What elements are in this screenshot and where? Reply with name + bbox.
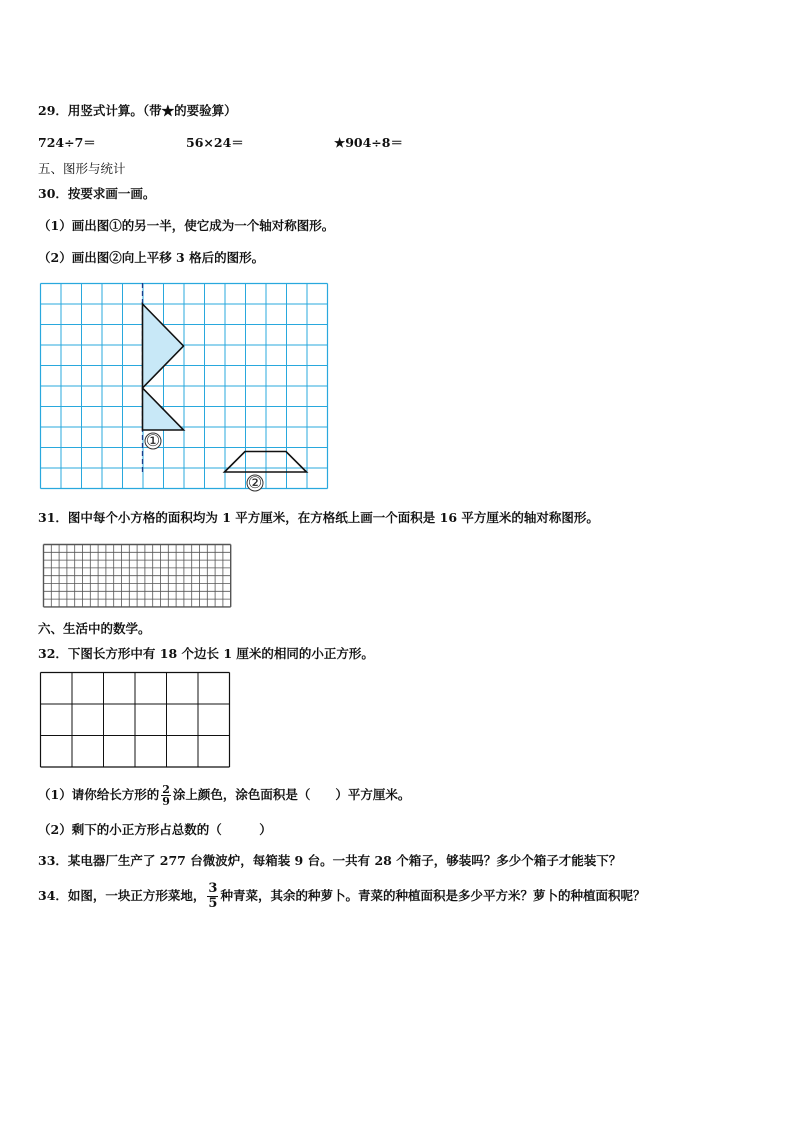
fraction-denominator: 5 <box>208 896 218 911</box>
fraction-numerator: 2 <box>162 783 170 796</box>
q32-part-1-post: 涂上颜色，涂色面积是（ ）平方厘米。 <box>172 787 411 802</box>
q29-title: 29．用竖式计算。（带★的要验算） <box>38 103 237 118</box>
fraction-3-5 <box>207 882 218 911</box>
q32-rectangle <box>40 672 232 768</box>
q29-expr-2: 56×24＝ <box>186 135 244 150</box>
q32-part-2: （2）剩下的小正方形占总数的（ ） <box>38 822 272 837</box>
label-2: ② <box>247 473 263 492</box>
q30-grid-figure <box>40 283 327 493</box>
q32-title: 32．下图长方形中有 18 个边长 1 厘米的相同的小正方形。 <box>38 646 374 661</box>
q34-text <box>38 882 645 911</box>
q30-part-2: （2）画出图②向上平移 3 格后的图形。 <box>38 250 265 265</box>
q32-part-1-pre: （1）请你给长方形的 <box>38 787 160 802</box>
q34-pre: 34．如图，一块正方形菜地， <box>38 888 206 903</box>
section-5-title: 五、图形与统计 <box>38 161 126 176</box>
q30-grid-lines <box>41 284 328 489</box>
fraction-denominator: 9 <box>162 795 170 808</box>
q32-grid-lines <box>41 673 230 768</box>
q33-title: 33．某电器厂生产了 277 台微波炉，每箱装 9 台。一共有 28 个箱子，够装吗？多少个箱子才能装下？ <box>38 853 622 868</box>
q31-grid-lines <box>44 545 231 607</box>
q29-expr-3: ★904÷8＝ <box>334 135 403 150</box>
section-6-title: 六、生活中的数学。 <box>38 621 151 636</box>
q31-title: 31．图中每个小方格的面积均为 1 平方厘米，在方格纸上画一个面积是 16 平方厘米的轴对称图形。 <box>38 510 599 525</box>
label-1: ① <box>145 431 161 450</box>
q29-expr-1: 724÷7＝ <box>38 135 96 150</box>
q30-part-1: （1）画出图①的另一半，使它成为一个轴对称图形。 <box>38 218 335 233</box>
q31-grid-paper <box>43 544 235 606</box>
fraction-numerator: 3 <box>208 881 218 896</box>
q34-post: 种青菜，其余的种萝卜。青菜的种植面积是多少平方米？萝卜的种植面积呢？ <box>220 888 646 903</box>
q30-title: 30．按要求画一画。 <box>38 186 156 201</box>
q32-part-1 <box>38 784 410 807</box>
fraction-2-9 <box>161 784 171 807</box>
